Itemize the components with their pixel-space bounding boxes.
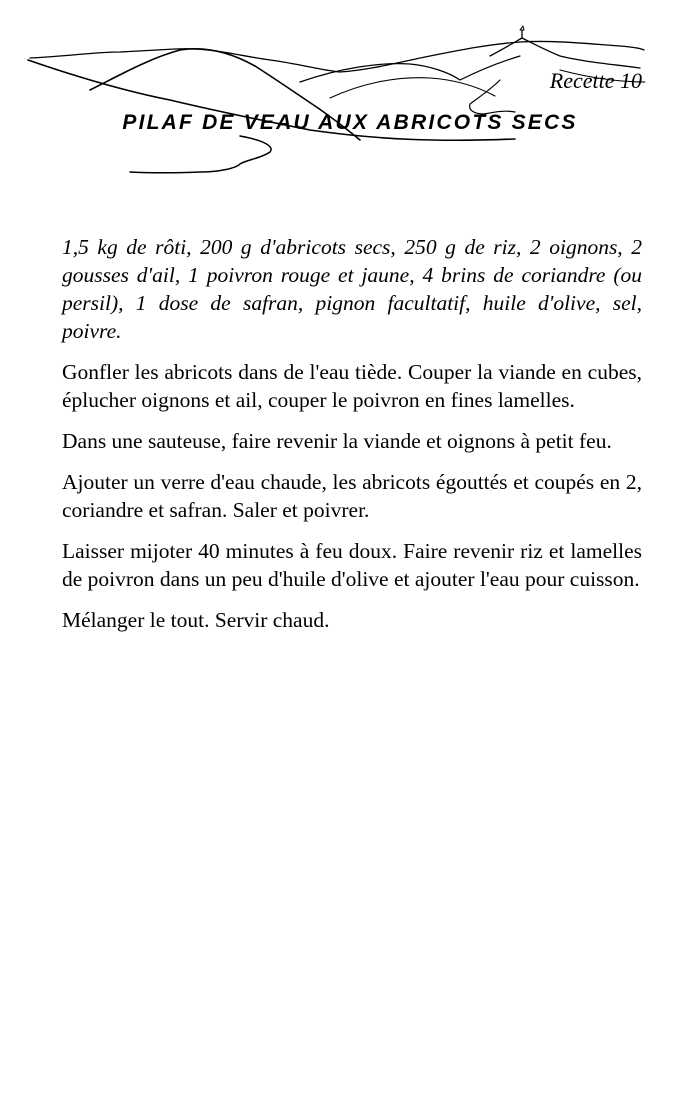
recipe-number: Recette 10 [549, 68, 642, 93]
mountain-landscape-icon [0, 0, 700, 190]
step-paragraph: Mélanger le tout. Servir chaud. [62, 608, 330, 632]
recipe-content [62, 233, 642, 647]
step-paragraph: Laisser mijoter 40 minutes à feu doux. Faire revenir riz et lamelles de poivron dans un peu d'huile d'olive et ajouter l'eau pour cuisson. [62, 539, 642, 591]
recipe-title: PILAF DE VEAU AUX ABRICOTS SECS [122, 111, 578, 134]
step-paragraph: Ajouter un verre d'eau chaude, les abricots égouttés et coupés en 2, coriandre et safran. Saler et poivrer. [62, 470, 642, 522]
step-paragraph: Dans une sauteuse, faire revenir la viande et oignons à petit feu. [62, 429, 612, 453]
page-header [0, 0, 700, 190]
ingredients-paragraph: 1,5 kg de rôti, 200 g d'abricots secs, 250 g de riz, 2 oignons, 2 gousses d'ail, 1 poivron rouge et jaune, 4 brins de coriandre (ou persil), 1 dose de safran, pignon facultatif, huile d'olive, sel, poivre. [62, 235, 642, 343]
step-paragraph: Gonfler les abricots dans de l'eau tiède. Couper la viande en cubes, éplucher oignons et ail, couper le poivron en fines lamelles. [62, 360, 642, 412]
